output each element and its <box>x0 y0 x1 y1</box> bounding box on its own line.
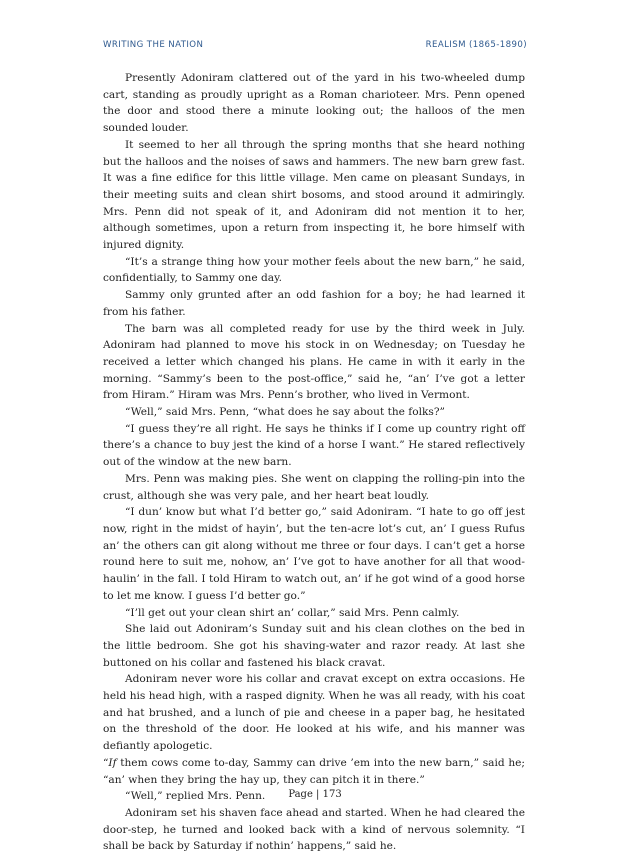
paragraph: “I guess they’re all right. He says he thinks if I come up country right off there’s a chance to buy jest the kind of a horse I want.” He stared reflectively out of the window at the new barn. <box>103 422 525 469</box>
paragraph: “I’ll get out your clean shirt an’ collar,” said Mrs. Penn calmly. <box>125 606 460 619</box>
page-number: Page | 173 <box>288 789 342 800</box>
paragraph-continuation <box>103 755 525 788</box>
paragraph: It seemed to her all through the spring months that she heard nothing but the halloos and the noises of saws and hammers. The new barn grew fast. It was a fine edifice for this little village. Men came on pleasant Sundays, in their meeting suits and clean shirt bosoms, and stood around it admiringly. Mrs. Penn did not speak of it, and Adoniram did not mention it to her, although sometimes, upon a return from inspecting it, he bore himself with injured dignity. <box>103 138 525 252</box>
paragraph: “Well,” replied Mrs. Penn. <box>125 790 266 803</box>
paragraph: “Well,” said Mrs. Penn, “what does he say about the folks?” <box>125 406 445 419</box>
paragraph: Mrs. Penn was making pies. She went on clapping the rolling-pin into the crust, although she was very pale, and her heart beat loudly. <box>103 472 525 502</box>
paragraph: Sammy only grunted after an odd fashion for a boy; he had learned it from his father. <box>103 289 525 318</box>
paragraph: Adoniram never wore his collar and cravat except on extra occasions. He held his head high, with a rasped dignity. When he was all ready, with his coat and hat brushed, and a lunch of pie and cheese in a paper bag, he hesitated on the threshold of the door. He looked at his wife, and his manner was defiantly apologetic. <box>103 673 525 753</box>
header-chapter-title: REALISM (1865-1890) <box>425 40 527 50</box>
header-section-title: WRITING THE NATION <box>103 40 204 50</box>
italic-word: If <box>108 756 117 769</box>
paragraph: She laid out Adoniram’s Sunday suit and his clean clothes on the bed in the little bedroom. She got his shaving-water and razor ready. At last she buttoned on his collar and fastened his black cravat. <box>103 623 525 669</box>
body-text <box>103 70 525 855</box>
paragraph: “It’s a strange thing how your mother feels about the new barn,” he said, confidentially, to Sammy one day. <box>103 255 525 285</box>
open-quote: “ <box>103 756 109 769</box>
paragraph: “I dun’ know but what I’d better go,” said Adoniram. “I hate to go off jest now, right in the midst of hayin’, but the ten-acre lot’s cut, an’ I guess Rufus an’ the others can git along without me three or four days. I can’t get a horse round here to suit me, nohow, an’ I’ve got to have another for all that wood-haulin’ in the fall. I told Hiram to watch out, an’ if he got wind of a good horse to let me know. I guess I’d better go.” <box>103 506 525 602</box>
paragraph: Adoniram set his shaven face ahead and started. When he had cleared the door-step, he turned and looked back with a kind of nervous solemnity. “I shall be back by Saturday if nothin’ happens,” said he. <box>103 806 525 853</box>
paragraph: Presently Adoniram clattered out of the yard in his two-wheeled dump cart, standing as proudly upright as a Roman charioteer. Mrs. Penn opened the door and stood there a minute looking out; the halloos of the men sounded louder. <box>103 72 525 135</box>
paragraph: The barn was all completed ready for use by the third week in July. Adoniram had planned to move his stock in on Wednesday; on Tuesday he received a letter which changed his plans. He came in with it early in the morning. “Sammy’s been to the post-office,” said he, “an’ I’ve got a letter from Hiram.” Hiram was Mrs. Penn’s brother, who lived in Vermont. <box>103 322 525 402</box>
running-header <box>103 40 527 54</box>
paragraph-rest: them cows come to-day, Sammy can drive ’em into the new barn,” said he; “an’ when they bring the hay up, they can pitch it in there.” <box>103 756 525 786</box>
